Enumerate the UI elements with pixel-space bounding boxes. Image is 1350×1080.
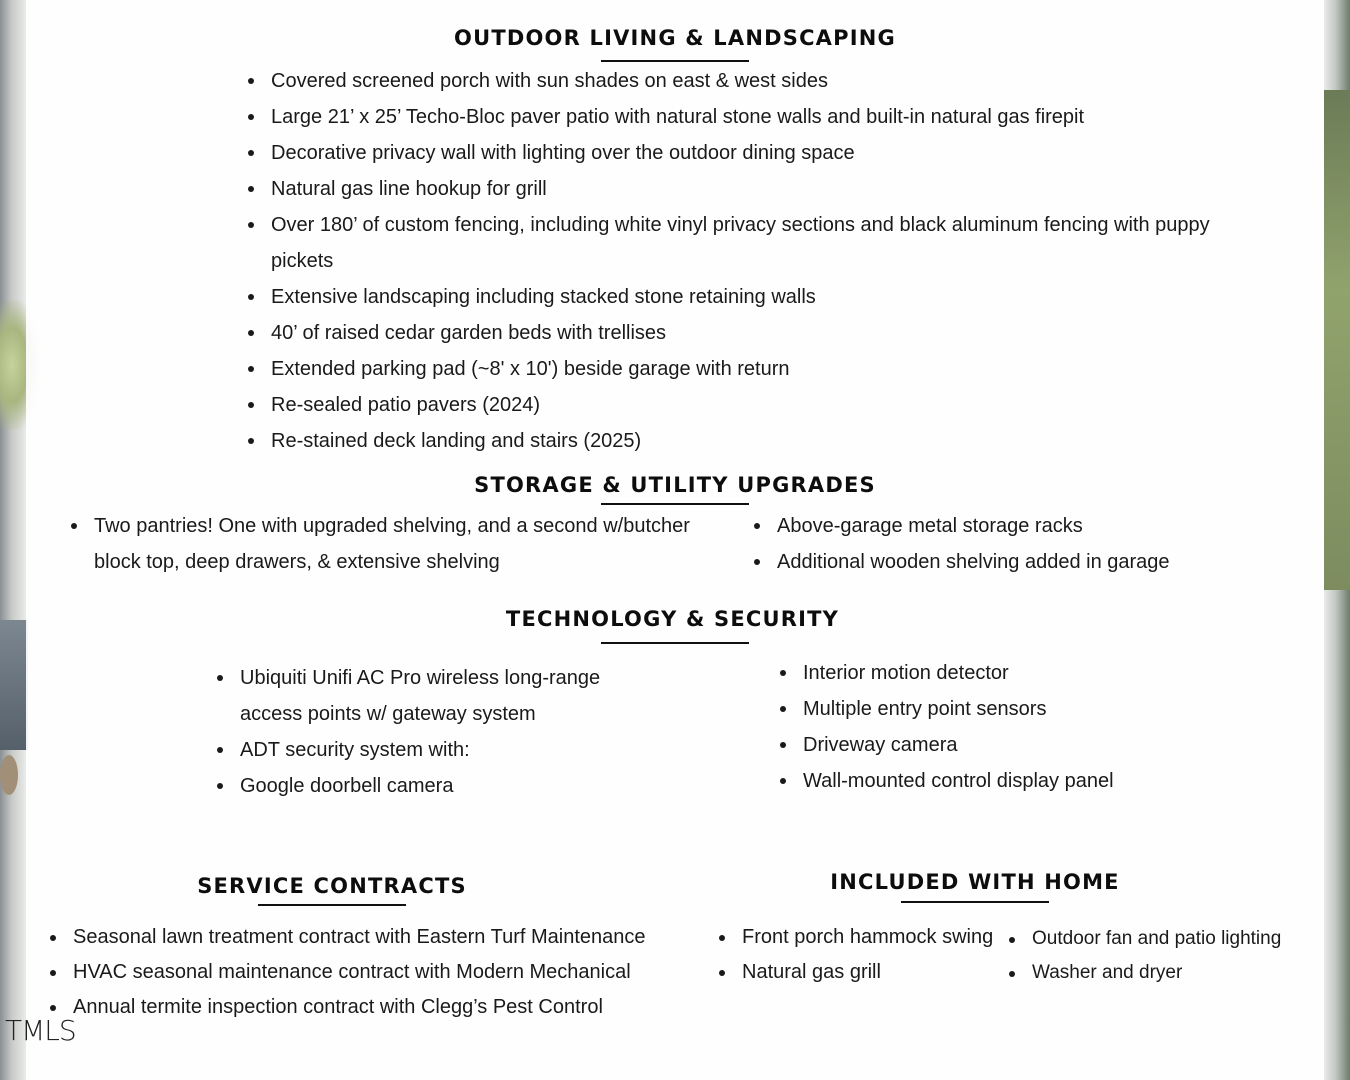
list-item: Re-sealed patio pavers (2024) <box>246 387 1236 423</box>
list-item: Washer and dryer <box>1007 956 1317 990</box>
technology-left-list <box>215 660 635 804</box>
list-item: Additional wooden shelving added in garage <box>752 544 1272 580</box>
list-item: Large 21’ x 25’ Techo-Bloc paver patio with natural stone walls and built-in natural gas firepit <box>246 99 1236 135</box>
storage-right-list <box>752 508 1272 580</box>
list-item: HVAC seasonal maintenance contract with Modern Mechanical <box>48 955 698 990</box>
included-left-list <box>717 920 1007 990</box>
list-item: Extended parking pad (~8' x 10') beside garage with return <box>246 351 1236 387</box>
list-item: Extensive landscaping including stacked stone retaining walls <box>246 279 1236 315</box>
list-item: Ubiquiti Unifi AC Pro wireless long-range access points w/ gateway system <box>215 660 635 732</box>
outdoor-heading: OUTDOOR LIVING & LANDSCAPING <box>454 26 896 50</box>
storage-heading: STORAGE & UTILITY UPGRADES <box>474 473 876 497</box>
background-window <box>1324 90 1350 590</box>
included-underline <box>901 901 1049 903</box>
list-item: ADT security system with: <box>215 732 635 768</box>
list-item: Two pantries! One with upgraded shelving, and a second w/butcher block top, deep drawers, & extensive shelving <box>69 508 734 580</box>
technology-underline <box>601 642 749 644</box>
list-item: Outdoor fan and patio lighting <box>1007 922 1317 956</box>
list-item: Multiple entry point sensors <box>778 691 1198 727</box>
list-item: Re-stained deck landing and stairs (2025) <box>246 423 1236 459</box>
list-item: Natural gas line hookup for grill <box>246 171 1236 207</box>
list-item: Above-garage metal storage racks <box>752 508 1272 544</box>
storage-underline <box>601 503 749 505</box>
list-item: Annual termite inspection contract with Clegg’s Pest Control <box>48 990 698 1025</box>
technology-heading: TECHNOLOGY & SECURITY <box>505 607 840 631</box>
list-item: Seasonal lawn treatment contract with Eastern Turf Maintenance <box>48 920 698 955</box>
list-item: Front porch hammock swing <box>717 920 1007 955</box>
list-item: Google doorbell camera <box>215 768 635 804</box>
included-right-list <box>1007 922 1317 990</box>
list-item: 40’ of raised cedar garden beds with trellises <box>246 315 1236 351</box>
list-item: Driveway camera <box>778 727 1198 763</box>
outdoor-list <box>246 63 1236 459</box>
included-heading: INCLUDED WITH HOME <box>830 870 1120 894</box>
list-item: Covered screened porch with sun shades on east & west sides <box>246 63 1236 99</box>
list-item: Decorative privacy wall with lighting over the outdoor dining space <box>246 135 1236 171</box>
service-underline <box>258 904 406 906</box>
list-item: Natural gas grill <box>717 955 1007 990</box>
background-rock <box>0 755 18 795</box>
list-item: Interior motion detector <box>778 655 1198 691</box>
mls-logo: TMLS <box>5 1014 76 1047</box>
storage-left-list <box>69 508 734 580</box>
technology-right-list <box>778 655 1198 799</box>
service-list <box>48 920 698 1025</box>
service-heading: SERVICE CONTRACTS <box>197 874 467 898</box>
list-item: Wall-mounted control display panel <box>778 763 1198 799</box>
background-vase <box>0 620 28 750</box>
outdoor-underline <box>601 60 749 62</box>
list-item: Over 180’ of custom fencing, including white vinyl privacy sections and black aluminum fencing with puppy pickets <box>246 207 1236 279</box>
